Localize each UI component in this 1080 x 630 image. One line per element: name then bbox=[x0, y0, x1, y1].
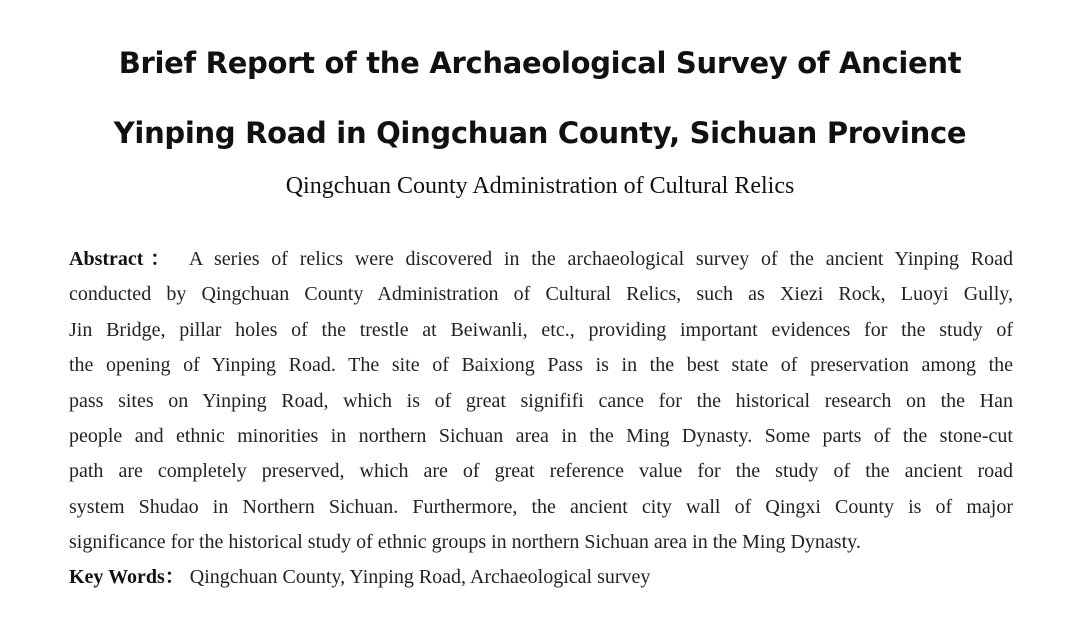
abstract-label: Abstract： bbox=[69, 248, 178, 270]
abstract-line-3: Jin Bridge, pillar holes of the trestle at Beiwanli, etc., providing important evidences for the study of bbox=[69, 318, 1013, 341]
abstract-line-2: conducted by Qingchuan County Administration of Cultural Relics, such as Xiezi Rock, Luoyi Gully, bbox=[69, 283, 1013, 306]
keywords bbox=[69, 560, 1013, 595]
keywords-text: Qingchuan County, Yinping Road, Archaeological survey bbox=[189, 566, 651, 588]
keywords-label: Key Words： bbox=[69, 566, 185, 588]
abstract bbox=[69, 242, 1013, 561]
abstract-line-7: path are completely preserved, which are of great reference value for the study of the ancient road bbox=[69, 460, 1013, 483]
author-affiliation: Qingchuan County Administration of Cultural Relics bbox=[285, 173, 795, 199]
abstract-line-4: the opening of Yinping Road. The site of Baixiong Pass is in the best state of preservation among the bbox=[69, 354, 1013, 377]
abstract-line-6: people and ethnic minorities in northern Sichuan area in the Ming Dynasty. Some parts of the stone-cut bbox=[69, 424, 1013, 447]
abstract-line-8: system Shudao in Northern Sichuan. Furthermore, the ancient city wall of Qingxi County is of major bbox=[69, 495, 1013, 518]
abstract-line-5: pass sites on Yinping Road, which is of great signififi cance for the historical research on the Han bbox=[69, 389, 1013, 412]
paper-title-line-2: Yinping Road in Qingchuan County, Sichuan Province bbox=[113, 116, 967, 150]
paper-title-line-1: Brief Report of the Archaeological Survey of Ancient bbox=[118, 46, 962, 80]
abstract-text-1: A series of relics were discovered in the archaeological survey of the ancient Yinping Road bbox=[188, 248, 1013, 270]
abstract-line-9: significance for the historical study of ethnic groups in northern Sichuan area in the Ming Dynasty. bbox=[69, 531, 861, 554]
abstract-line-1 bbox=[69, 242, 1013, 277]
